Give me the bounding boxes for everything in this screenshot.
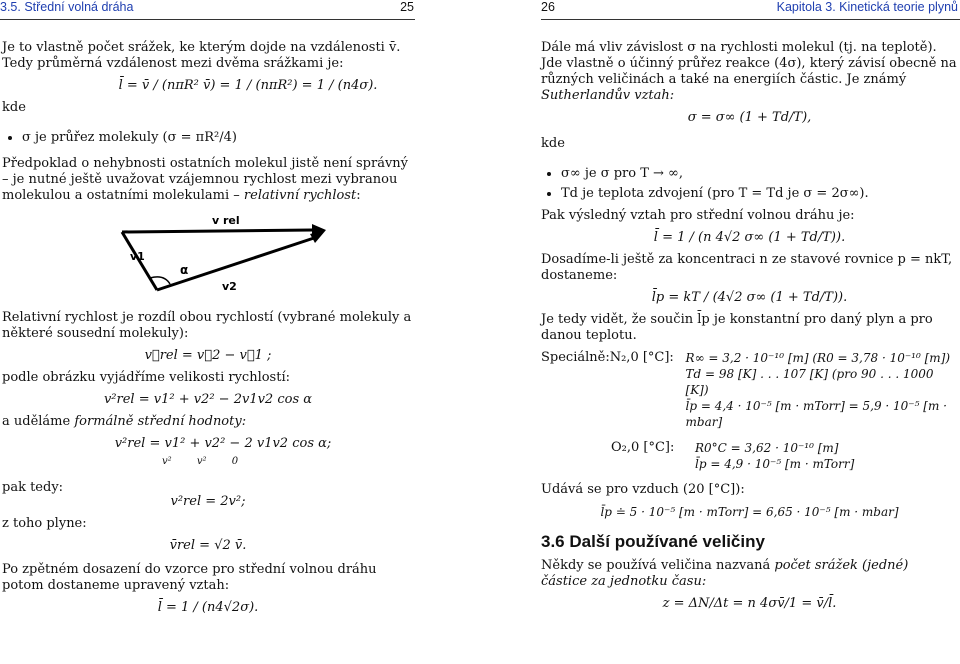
- paragraph-mean-values: [2, 414, 414, 430]
- right-chapter-header: Kapitola 3. Kinetická teorie plynů: [776, 0, 958, 14]
- o2-label: O₂,0 [°C]:: [611, 440, 675, 455]
- special-values-o2: [541, 440, 958, 472]
- special-label: Speciálně:: [541, 350, 610, 365]
- paragraph-collisions: Je to vlastně počet srážek, ke kterým dojde na vzdálenosti v̄. Tedy průměrná vzdálenost mezi dvěma srážkami je:: [2, 40, 401, 71]
- z-toho-label: z toho plyne:: [2, 516, 87, 531]
- paragraph-collision-rate: [541, 558, 958, 590]
- equation-lp: l̄p = kT / (4√2 σ∞ (1 + Td/T)).: [651, 290, 848, 305]
- left-page-number: 25: [400, 0, 414, 14]
- value-line: R0°C = 3,62 · 10⁻¹⁰ [m]: [695, 441, 839, 455]
- paragraph-constant: Je tedy vidět, že součin l̄p je konstantní pro daný plyn a pro danou teplotu.: [541, 312, 933, 343]
- paragraph-substitution: Po zpětném dosazení do vzorce pro střední volnou dráhu potom dostaneme upravený vztah:: [2, 562, 377, 593]
- section-heading: 3.6 Další používané veličiny: [541, 532, 765, 551]
- paragraph-difference: Relativní rychlost je rozdíl obou rychlostí (vybrané molekuly a některé sousední molekuly):: [2, 310, 412, 341]
- v2-label: v2: [222, 280, 237, 293]
- kde-label: kde: [2, 100, 26, 115]
- equation-two-v-squared: v²rel = 2v²;: [170, 494, 246, 509]
- paragraph-text: Někdy se používá veličina nazvaná: [541, 558, 771, 573]
- value-line: R∞ = 3,2 · 10⁻¹⁰ [m] (R0 = 3,78 · 10⁻¹⁰ [m]): [685, 351, 951, 365]
- special-values-n2: [541, 350, 958, 430]
- v-rel-arrow: [122, 230, 312, 232]
- paragraph-text: Dále má vliv závislost σ na rychlosti molekul (tj. na teplotě). Jde vlastně o účinný průřez reakce (4σ), který závisí obecně na různých veličinách a také na energiích částic. Je známý: [541, 40, 957, 87]
- n2-values: [686, 350, 958, 430]
- paragraph-magnitudes: podle obrázku vyjádříme velikosti rychlostí:: [2, 370, 290, 385]
- alpha-label: α: [180, 263, 189, 277]
- right-page-number: 26: [541, 0, 555, 14]
- paragraph-relative-velocity: Předpoklad o nehybnosti ostatních molekul jistě není správný – je nutné ještě uvažovat vzájemnou rychlost mezi vybranou molekulou a ostatními molekulami – relativní rychlost:: [2, 156, 409, 203]
- italic-term: počet srážek (jedné) částice za jednotku času:: [541, 558, 909, 589]
- paragraph-text: a uděláme: [2, 414, 71, 429]
- n2-label: N₂,0 [°C]:: [609, 350, 674, 365]
- bullet-cross-section: • σ je průřez molekuly (σ = πR²/4): [22, 130, 414, 146]
- paragraph-sigma-dependence: [541, 40, 958, 104]
- velocity-diagram: [112, 212, 342, 302]
- italic-term: relativní rychlost: [243, 188, 357, 203]
- left-header-rule: [0, 19, 415, 20]
- v1-label: v1: [130, 250, 145, 263]
- equation-mean-expanded: v²rel = v1² + v2² − 2 v1v2 cos α;: [114, 436, 332, 451]
- bullet-td: • Td je teplota zdvojení (pro T = Td je σ = 2σ∞).: [561, 186, 958, 202]
- v-rel-label: v rel: [212, 214, 240, 227]
- equation-v-rel: v̄rel = √2 v̄.: [169, 538, 247, 553]
- bullet-sigma-inf: • σ∞ je σ pro T → ∞,: [561, 166, 958, 182]
- kde-label: kde: [541, 136, 565, 151]
- equation-mean-free-path: l̄ = v̄ / (nπR² v̄) = 1 / (nπR²) = 1 / (n4σ).: [118, 78, 378, 93]
- section-title: 3.5. Střední volná dráha: [0, 0, 134, 14]
- underbrace-label: 0: [231, 456, 239, 467]
- equation-corrected: l̄ = 1 / (n4√2σ).: [157, 600, 259, 615]
- o2-values: [695, 440, 854, 472]
- equation-collision-rate: z = ΔN/Δt = n 4σv̄/1 = v̄/l̄.: [662, 596, 837, 611]
- italic-term: Sutherlandův vztah:: [541, 88, 675, 103]
- equation-sutherland: σ = σ∞ (1 + Td/T),: [687, 110, 812, 125]
- underbrace-label: v²: [162, 456, 172, 467]
- pak-tedy-label: pak tedy:: [2, 480, 64, 495]
- italic-term: formálně střední hodnoty:: [74, 414, 247, 429]
- equation-underbrace-labels: [162, 454, 414, 470]
- equation-air: l̄p ≐ 5 · 10⁻⁵ [m · mTorr] = 6,65 · 10⁻⁵ [m · mbar]: [600, 505, 899, 519]
- equation-result: l̄ = 1 / (n 4√2 σ∞ (1 + Td/T)).: [653, 230, 846, 245]
- left-section-header: [0, 0, 133, 18]
- equation-vector-diff: v⃗rel = v⃗2 − v⃗1 ;: [144, 348, 272, 363]
- paragraph-result: Pak výsledný vztah pro střední volnou dráhu je:: [541, 208, 855, 223]
- paragraph-state-equation: Dosadíme-li ještě za koncentraci n ze stavové rovnice p = nkT, dostaneme:: [541, 252, 953, 283]
- value-line: Td = 98 [K] . . . 107 [K] (pro 90 . . . 1000 [K]): [685, 367, 934, 397]
- value-line: l̄p = 4,9 · 10⁻⁵ [m · mTorr]: [695, 457, 855, 471]
- underbrace-label: v²: [196, 456, 207, 467]
- paragraph-text: Předpoklad o nehybnosti ostatních molekul jistě není správný – je nutné ještě uvažovat vzájemnou rychlost mezi vybranou molekulou a ostatními molekulami –: [2, 156, 409, 203]
- paragraph-air: Udává se pro vzduch (20 [°C]):: [541, 482, 745, 497]
- equation-cosine: v²rel = v1² + v2² − 2v1v2 cos α: [103, 392, 313, 407]
- right-column: [541, 40, 958, 618]
- left-column: [2, 40, 414, 622]
- right-header-rule: [541, 19, 960, 20]
- value-line: l̄p = 4,4 · 10⁻⁵ [m · mTorr] = 5,9 · 10⁻⁵ [m · mbar]: [685, 399, 947, 429]
